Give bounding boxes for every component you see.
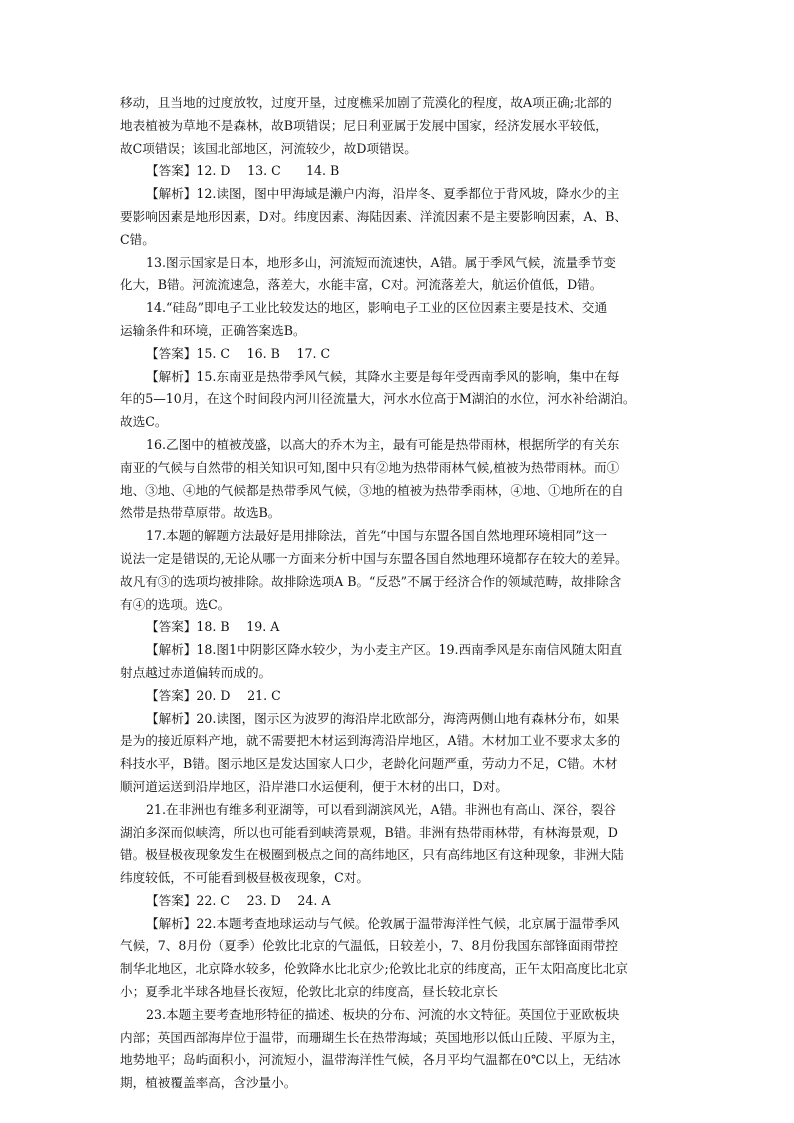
text-line: 纬度较低，不可能看到极昼极夜现象，C对。: [120, 870, 369, 886]
text-line: 【解析】15.东南亚是热带季风气候，其降水主要是每年受西南季风的影响，集中在每: [146, 368, 620, 384]
text-line: 年的5—10月，在这个时间段内河川径流量大，河水水位高于M湖泊的水位，河水补给湖泊。: [120, 391, 636, 407]
text-line: 射点越过赤道偏转而成的。: [120, 664, 272, 680]
text-line: 南亚的气候与自然带的相关知识可知,图中只有②地为热带雨林气候,植被为热带雨林。而①: [120, 459, 620, 475]
text-line: 地、③地、④地的气候都是热带季风气候，③地的植被为热带季雨林，④地、①地所在的自: [120, 482, 624, 498]
text-line: 是为的接近原料产地，就不需要把木材运到海湾沿岸地区，A错。木材加工业不要求太多的: [120, 733, 621, 749]
document-page: [120, 92, 672, 1095]
text-line: 【答案】20. D 21. C: [146, 687, 281, 703]
text-line: 【答案】22. C 23. D 24. A: [146, 892, 331, 908]
text-line: 【答案】15. C 16. B 17. C: [146, 345, 331, 361]
text-line: 【答案】12. D 13. C 14. B: [146, 163, 340, 179]
text-line: 地势地平；岛屿面积小，河流短小，温带海洋性气候，各月平均气温都在0℃以上，无结冰: [120, 1052, 621, 1068]
text-line: 地表植被为草地不是森林，故B项错误；尼日利亚属于发展中国家，经济发展水平较低，: [120, 117, 608, 133]
text-line: 23.本题主要考查地形特征的描述、板块的分布、河流的水文特征。英国位于亚欧板块: [146, 1006, 620, 1022]
text-line: C错。: [120, 231, 155, 247]
text-line: 湖泊多深而似峡湾，所以也可能看到峡湾景观，B错。非洲有热带雨林带，有林海景观，D: [120, 824, 618, 840]
text-line: 有④的选项。选C。: [120, 596, 231, 612]
text-line: 【解析】20.读图，图示区为波罗的海沿岸北欧部分，海湾两侧山地有森林分布，如果: [146, 710, 620, 726]
text-line: 制华北地区，北京降水较多，伦敦降水比北京少;伦敦比北京的纬度高，正午太阳高度比北京: [120, 961, 628, 977]
text-line: 科技水平，B错。图示地区是发达国家人口少，老龄化问题严重，劳动力不足，C错。木材: [120, 756, 618, 772]
text-line: 化大，B错。河流流速急，落差大，水能丰富，C对。河流落差大，航运价值低，D错。: [120, 277, 603, 293]
text-line: 【答案】18. B 19. A: [146, 619, 280, 635]
text-line: 13.图示国家是日本，地形多山，河流短而流速快，A错。属于季风气候，流量季节变: [146, 254, 616, 270]
text-line: 然带是热带草原带。故选B。: [120, 505, 281, 521]
text-line: 21.在非洲也有维多利亚湖等，可以看到湖滨风光，A错。非洲也有高山、深谷，裂谷: [146, 801, 616, 817]
text-line: 期，植被覆盖率高，含沙量小。: [120, 1075, 297, 1091]
text-line: 17.本题的解题方法最好是用排除法，首先“中国与东盟各国自然地理环境相同”这一: [146, 528, 608, 544]
text-line: 14.“硅岛”即电子工业比较发达的地区，影响电子工业的区位因素主要是技术、交通: [146, 300, 608, 316]
text-line: 16.乙图中的植被茂盛，以高大的乔木为主，最有可能是热带雨林，根据所学的有关东: [146, 436, 620, 452]
text-line: 【解析】18.图1中阴影区降水较少，为小麦主产区。19.西南季风是东南信风随太阳直: [146, 642, 623, 658]
text-line: 小；夏季北半球各地昼长夜短，伦敦比北京的纬度高，昼长较北京长: [120, 984, 498, 1000]
text-line: 故选C。: [120, 414, 168, 430]
text-line: 移动，且当地的过度放牧，过度开垦，过度樵采加剧了荒漠化的程度，故A项正确;北部的: [120, 95, 612, 110]
text-line: 气候，7、8月份（夏季）伦敦比北京的气温低，日较差小，7、8月份我国东部锋面雨带控: [120, 938, 619, 954]
text-line: 错。极昼极夜现象发生在极圈到极点之间的高纬地区，只有高纬地区有这种现象，非洲大陆: [120, 847, 624, 863]
text-line: 运输条件和环境，正确答案选B。: [120, 322, 306, 338]
text-line: 要影响因素是地形因素，D对。纬度因素、海陆因素、洋流因素不是主要影响因素，A、B、: [120, 208, 628, 224]
text-line: 说法一定是错误的,无论从哪一方面来分析中国与东盟各国自然地理环境都存在较大的差异。: [120, 550, 628, 566]
text-line: 【解析】22.本题考查地球运动与气候。伦敦属于温带海洋性气候，北京属于温带季风: [146, 915, 620, 931]
text-line: 故凡有③的选项均被排除。故排除选项A B。“反恐”不属于经济合作的领域范畴，故排除含: [120, 573, 622, 589]
text-line: 故C项错误；该国北部地区，河流较少，故D项错误。: [120, 140, 417, 156]
text-line: 顺河道运送到沿岸地区，沿岸港口水运便利，便于木材的出口，D对。: [120, 778, 508, 794]
text-line: 【解析】12.读图，图中甲海域是濑户内海，沿岸冬、夏季都位于背风坡，降水少的主: [146, 186, 620, 202]
text-line: 内部；英国西部海岸位于温带，而珊瑚生长在热带海域；英国地形以低山丘陵、平原为主，: [120, 1029, 624, 1045]
